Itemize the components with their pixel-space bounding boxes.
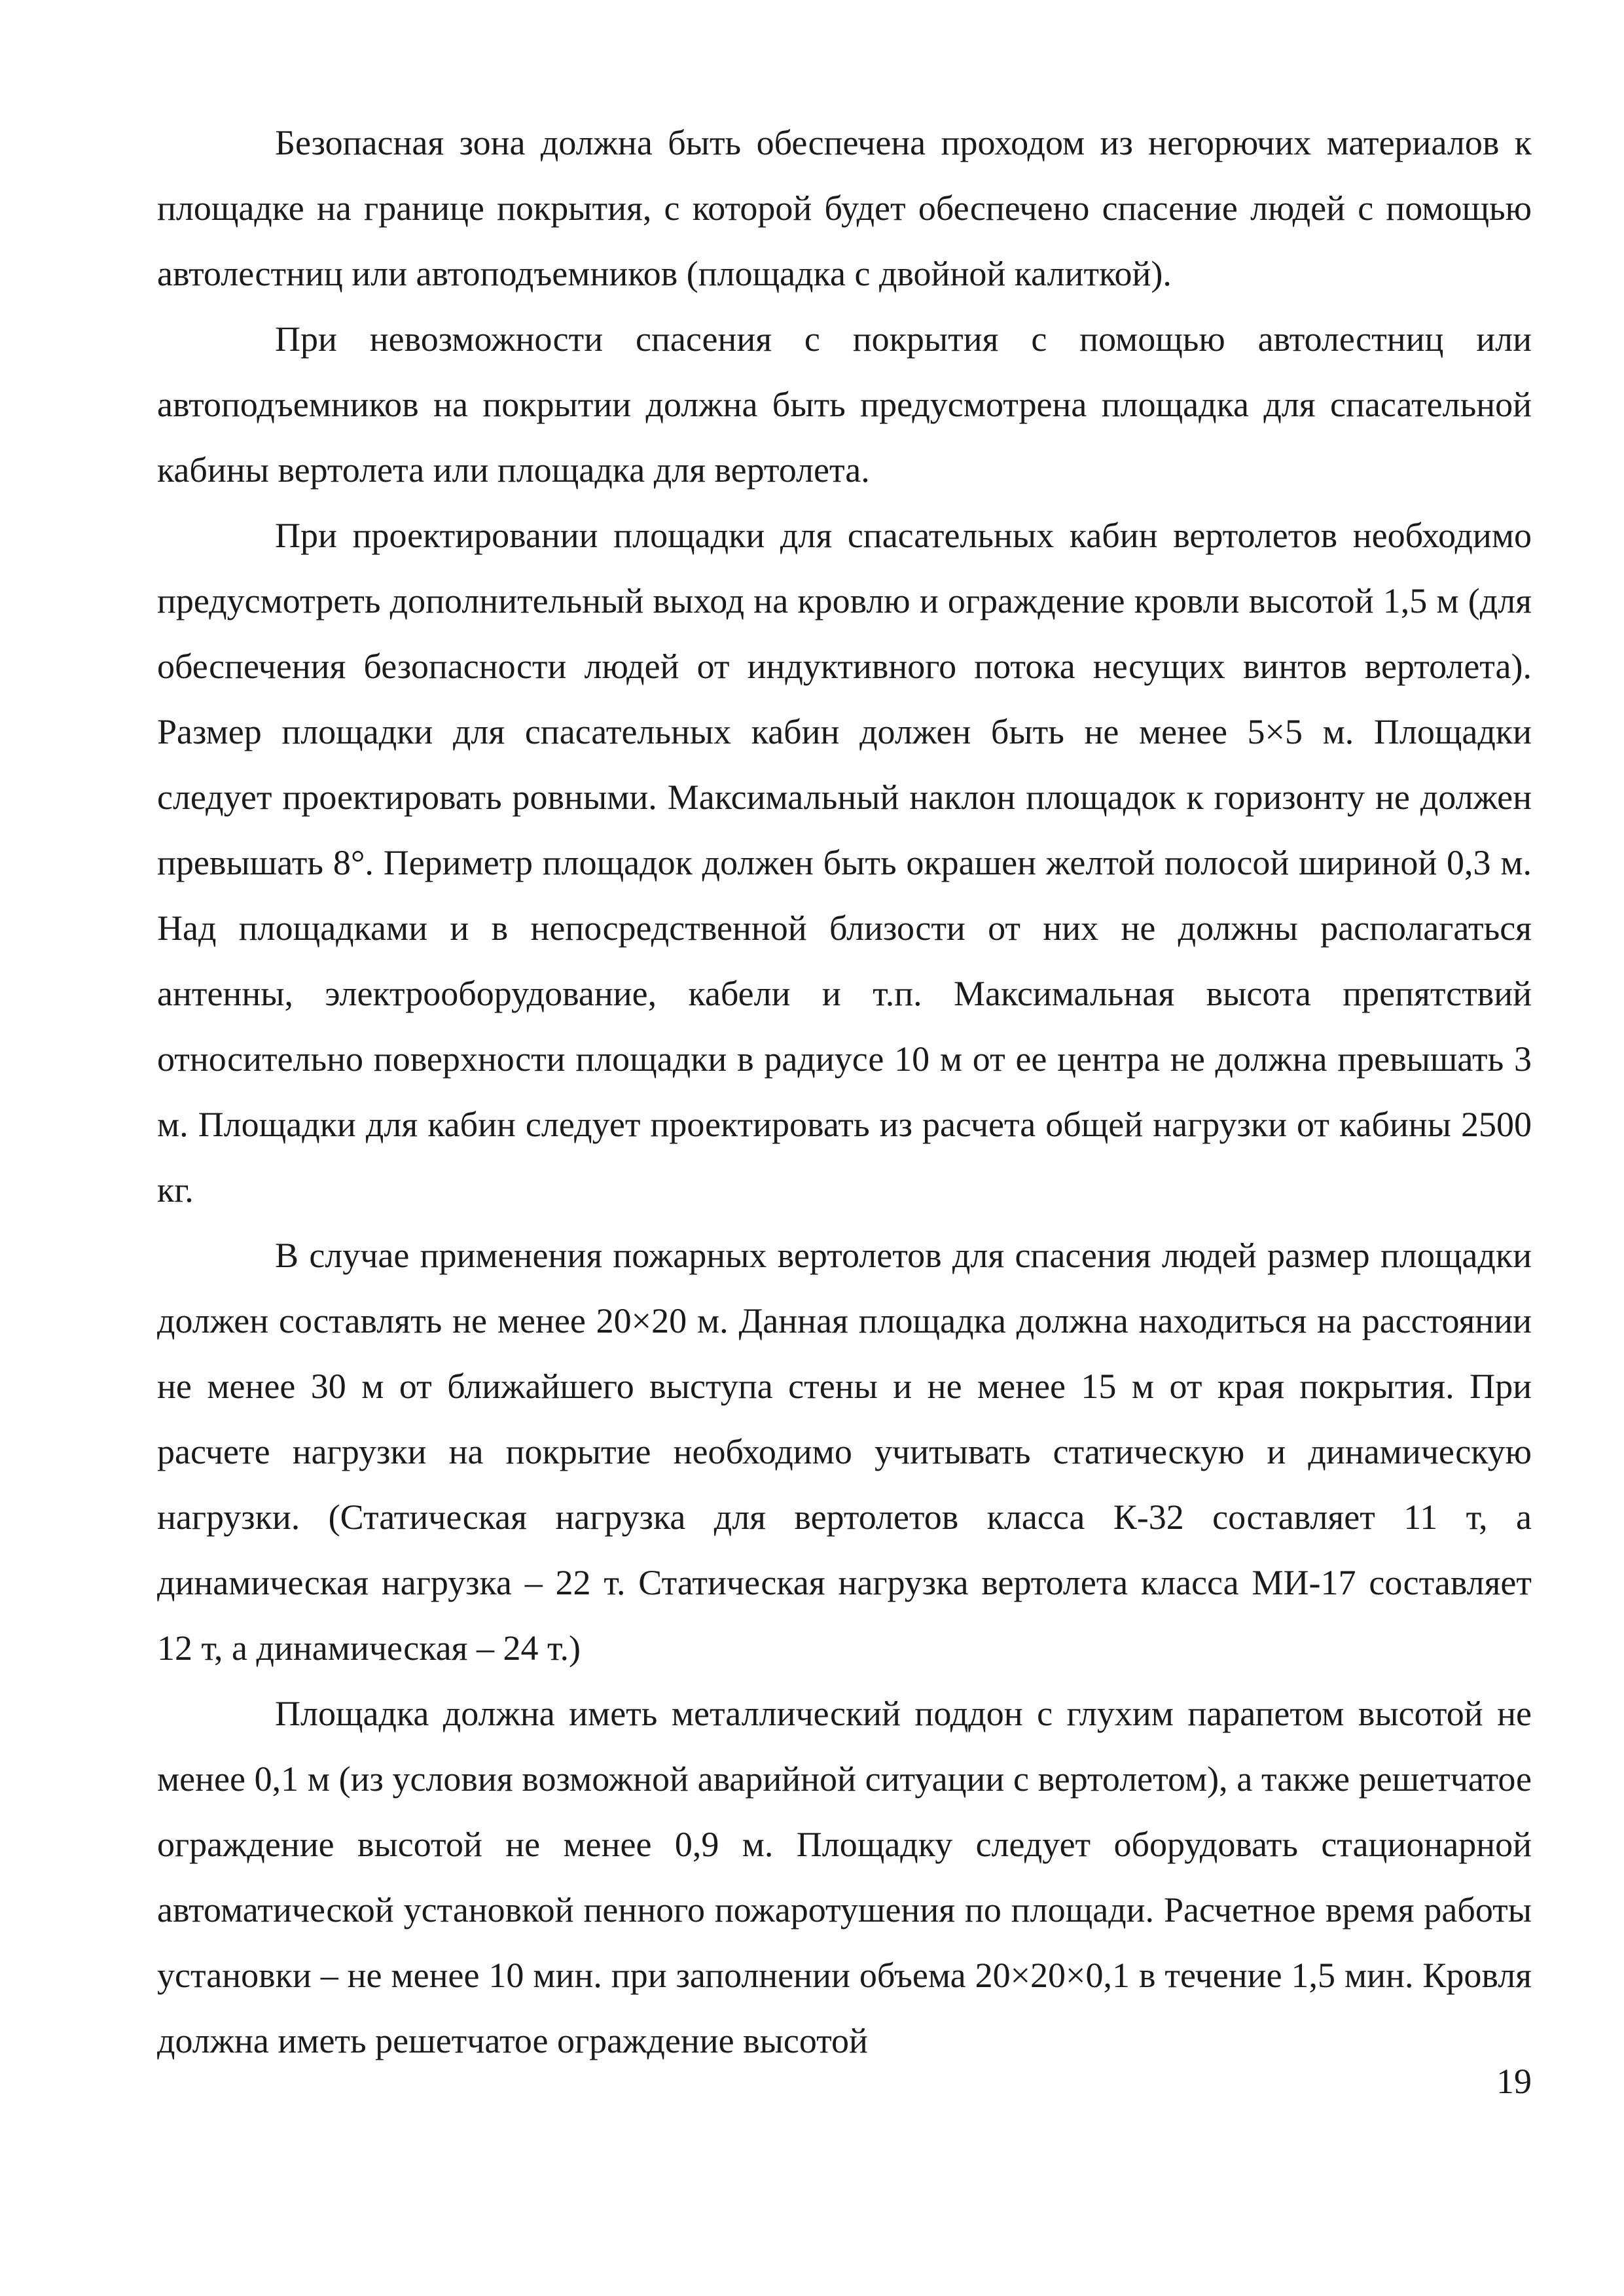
paragraph-safe-zone: Безопасная зона должна быть обеспечена проходом из негорючих материалов к площадке на границе покрытия, с которой будет обеспечено спасение людей с помощью автолестниц или автоподъемников (площадка с двойной калиткой). xyxy=(157,123,1532,293)
paragraph-fire-helicopters: В случае применения пожарных вертолетов для спасения людей размер площадки должен составлять не менее 20×20 м. Данная площадка должна находиться на расстоянии не менее 30 м от ближайшего выступа стены и не менее 15 м от края покрытия. При расчете нагрузки на покрытие необходимо учитывать статическую и динамическую нагрузки. (Статическая нагрузка для вертолетов класса К-32 составляет 11 т, а динамическая нагрузка – 22 т. Статическая нагрузка вертолета класса МИ-17 составляет 12 т, а динамическая – 24 т.) xyxy=(157,1236,1532,1668)
paragraph-rescue-cabin-design: При проектировании площадки для спасательных кабин вертолетов необходимо предусмотреть дополнительный выход на кровлю и ограждение кровли высотой 1,5 м (для обеспечения безопасности людей от индуктивного потока несущих винтов вертолета). Размер площадки для спасательных кабин должен быть не менее 5×5 м. Площадки следует проектировать ровными. Максимальный наклон площадок к горизонту не должен превышать 8°. Периметр площадок должен быть окрашен желтой полосой шириной 0,3 м. Над площадками и в непосредственной близости от них не должны располагаться антенны, электрооборудование, кабели и т.п. Максимальная высота препятствий относительно поверхности площадки в радиусе 10 м от ее центра не должна превышать 3 м. Площадки для кабин следует проектировать из расчета общей нагрузки от кабины 2500 кг. xyxy=(157,516,1532,1210)
paragraph-helicopter-cabin-platform: При невозможности спасения с покрытия с помощью автолестниц или автоподъемников на покрытии должна быть предусмотрена площадка для спасательной кабины вертолета или площадка для вертолета. xyxy=(157,319,1532,490)
page-number: 19 xyxy=(1496,2062,1532,2101)
document-body xyxy=(157,110,1532,2073)
paragraph-platform-equipment: Площадка должна иметь металлический поддон с глухим парапетом высотой не менее 0,1 м (из условия возможной аварийной ситуации с вертолетом), а также решетчатое ограждение высотой не менее 0,9 м. Площадку следует оборудовать стационарной автоматической установкой пенного пожаротушения по площади. Расчетное время работы установки – не менее 10 мин. при заполнении объема 20×20×0,1 в течение 1,5 мин. Кровля должна иметь решетчатое ограждение высотой xyxy=(157,1694,1532,2060)
